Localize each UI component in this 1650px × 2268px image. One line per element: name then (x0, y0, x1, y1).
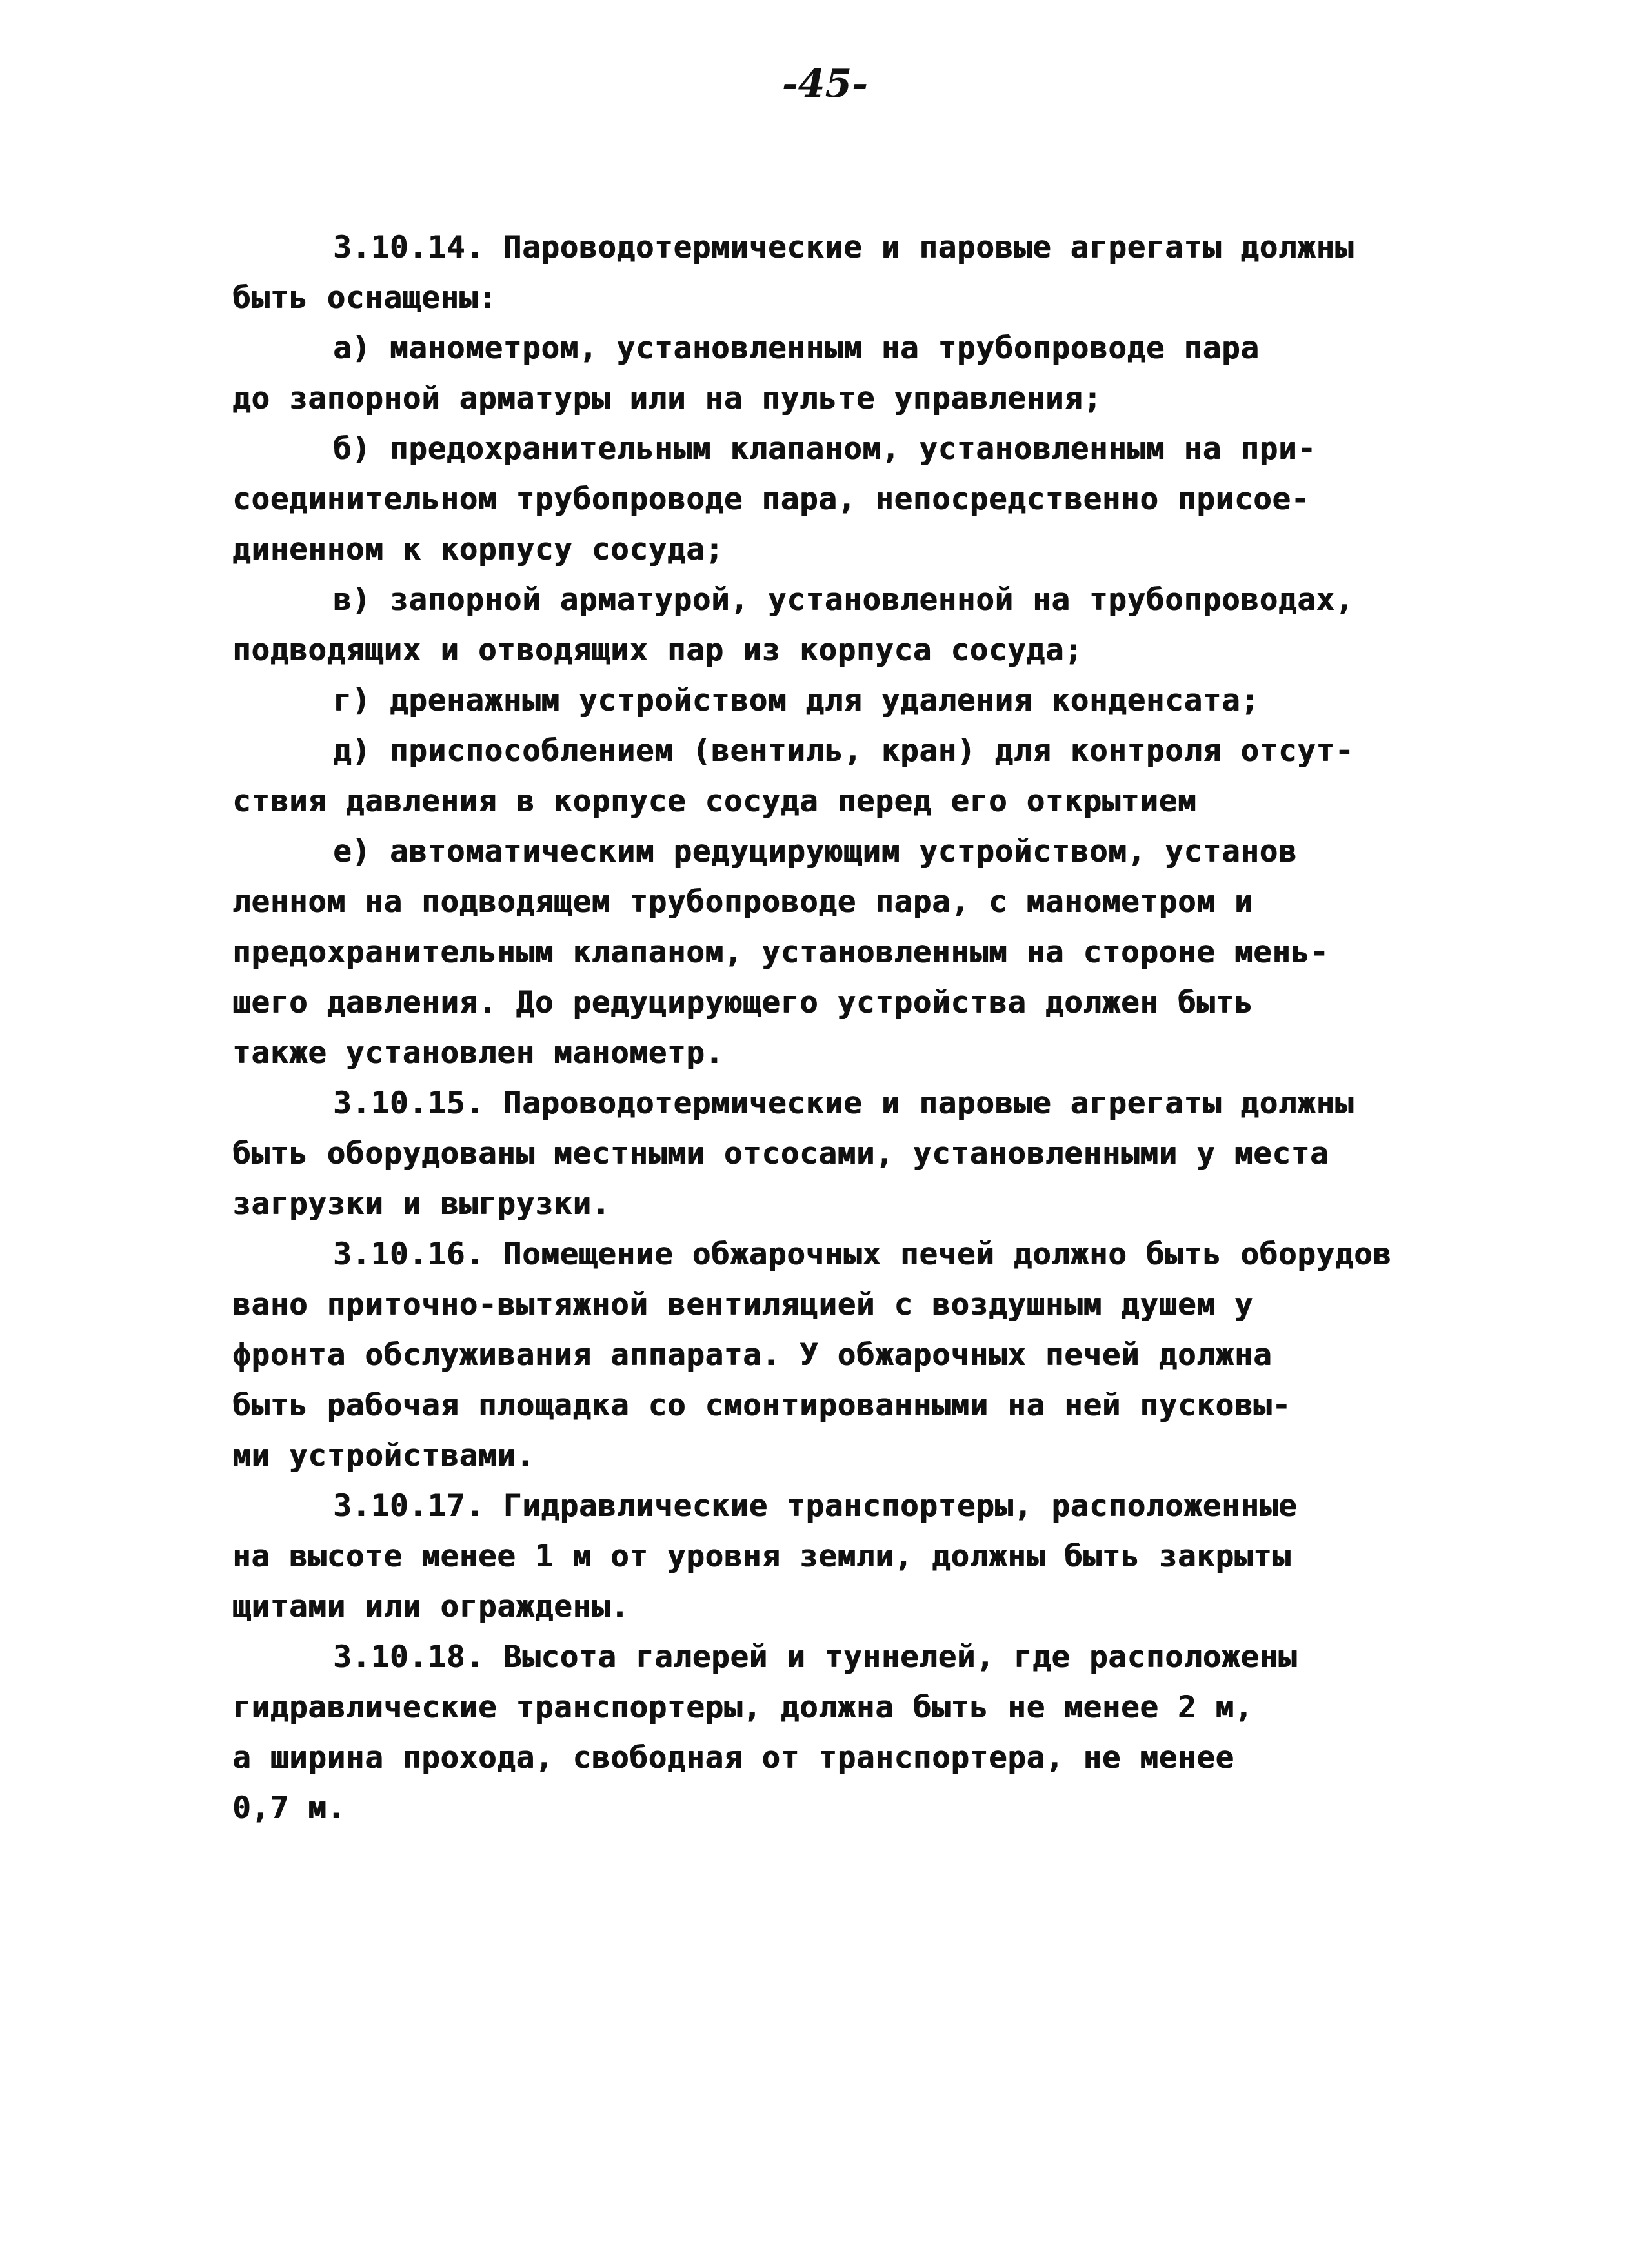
text-line: 3.10.14. Пароводотермические и паровые агрегаты должны (333, 230, 1354, 265)
text-line: вано приточно-вытяжной вентиляцией с воздушным душем у (232, 1287, 1254, 1322)
text-line: ствия давления в корпусе сосуда перед его открытием (232, 784, 1197, 819)
text-line: 0,7 м. (232, 1790, 346, 1826)
text-line: предохранительным клапаном, установленным на стороне мень- (232, 935, 1329, 970)
text-line: диненном к корпусу сосуда; (232, 532, 724, 567)
text-line: г) дренажным устройством для удаления конденсата; (333, 683, 1260, 718)
document-body (232, 223, 1478, 1834)
text-line: д) приспособлением (вентиль, кран) для контроля отсут- (333, 733, 1354, 769)
text-line: также установлен манометр. (232, 1035, 724, 1071)
text-line: быть оснащены: (232, 280, 498, 316)
text-line: а ширина прохода, свободная от транспортера, не менее (232, 1740, 1234, 1776)
text-line: загрузки и выгрузки. (232, 1186, 610, 1222)
text-line: щитами или ограждены. (232, 1589, 630, 1625)
text-line: шего давления. До редуцирующего устройства должен быть (232, 985, 1254, 1020)
text-line: быть рабочая площадка со смонтированными на ней пусковы- (232, 1388, 1291, 1423)
page-number: -45- (781, 61, 869, 106)
text-line: е) автоматическим редуцирующим устройством, установ (333, 834, 1298, 869)
text-line: 3.10.17. Гидравлические транспортеры, расположенные (333, 1488, 1298, 1524)
text-line: ленном на подводящем трубопроводе пара, с манометром и (232, 884, 1254, 920)
text-line: 3.10.15. Пароводотермические и паровые агрегаты должны (333, 1086, 1354, 1121)
text-line: б) предохранительным клапаном, установленным на при- (333, 431, 1316, 467)
text-line: ми устройствами. (232, 1438, 535, 1473)
text-line: до запорной арматуры или на пульте управления; (232, 381, 1102, 416)
text-line: гидравлические транспортеры, должна быть не менее 2 м, (232, 1690, 1254, 1725)
text-line: фронта обслуживания аппарата. У обжарочных печей должна (232, 1337, 1273, 1373)
text-line: в) запорной арматурой, установленной на трубопроводах, (333, 582, 1354, 618)
text-line: 3.10.16. Помещение обжарочных печей должно быть оборудов (333, 1237, 1392, 1272)
text-line: быть оборудованы местными отсосами, установленными у места (232, 1136, 1329, 1171)
text-line: 3.10.18. Высота галерей и туннелей, где расположены (333, 1639, 1298, 1675)
text-line: подводящих и отводящих пар из корпуса сосуда; (232, 633, 1083, 668)
text-line: на высоте менее 1 м от уровня земли, должны быть закрыты (232, 1539, 1291, 1574)
text-line: а) манометром, установленным на трубопроводе пара (333, 330, 1260, 366)
text-line: соединительном трубопроводе пара, непосредственно присое- (232, 481, 1310, 517)
